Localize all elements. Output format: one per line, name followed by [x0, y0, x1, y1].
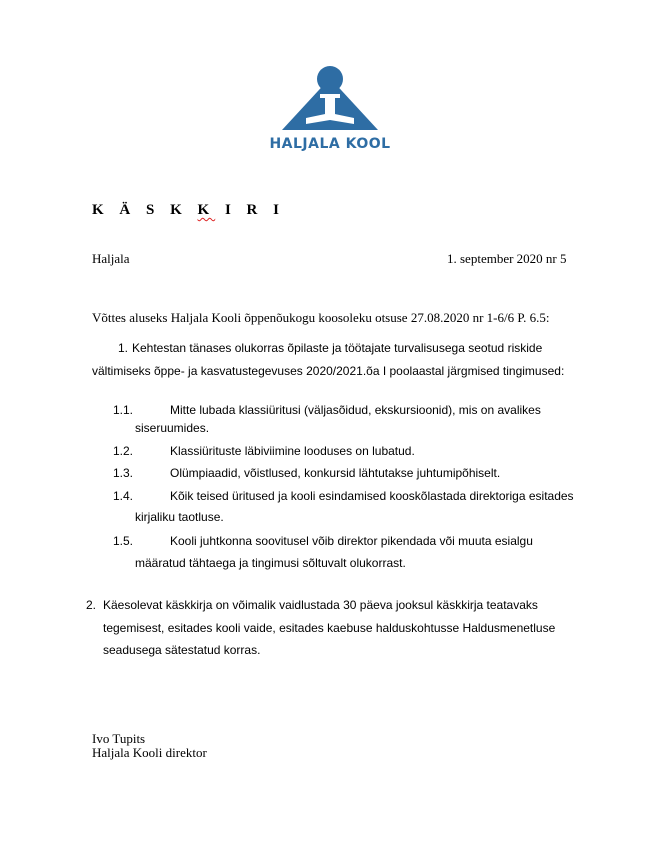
subitem-line: Mitte lubada klassiüritusi (väljasõidud, ekskursioonid), mis on avalikes	[170, 403, 541, 417]
subitem-number: 1.5.	[113, 534, 134, 548]
school-name: HALJALA KOOL	[269, 136, 391, 152]
point-1-line: Kehtestan tänases olukorras õpilaste ja töötajate turvalisusega seotud riskide	[132, 341, 543, 355]
subitem-number: 1.2.	[113, 444, 134, 458]
point-1-number: 1.	[118, 341, 129, 355]
point-1-line: vältimiseks õppe- ja kasvatustegevuses 2020/2021.õa I poolaastal järgmised tingimused:	[92, 364, 565, 378]
school-emblem-icon	[268, 64, 392, 134]
subitem-number: 1.1.	[113, 403, 134, 417]
signatory-name: Ivo Tupits	[92, 731, 146, 746]
document-date: 1. september 2020 nr 5	[447, 251, 567, 266]
point-2-line: seadusega sätestatud korras.	[103, 643, 261, 657]
subitem-line: määratud tähtaega ja tingimusi sõltuvalt olukorrast.	[135, 556, 406, 570]
place: Haljala	[92, 251, 130, 266]
point-2-line: Käesolevat käskkirja on võimalik vaidlustada 30 päeva jooksul käskkirja teatavaks	[103, 598, 538, 612]
point-2-line: tegemisest, esitades kooli vaide, esitades kaebuse halduskohtusse Haldusmenetluse	[103, 621, 556, 635]
subitem-line: Kooli juhtkonna soovitusel võib direktor pikendada või muuta esialgu	[170, 534, 533, 548]
document-title: K Ä S K K I R I	[92, 202, 285, 218]
subitem-number: 1.4.	[113, 489, 134, 503]
spellcheck-underline: K	[197, 202, 216, 218]
subitem-line: Klassiürituste läbiviimine looduses on lubatud.	[170, 444, 415, 458]
subitem-line: Olümpiaadid, võistlused, konkursid lähtutakse juhtumipõhiselt.	[170, 466, 501, 480]
point-2-number: 2.	[86, 598, 97, 612]
subitem-number: 1.3.	[113, 466, 134, 480]
subitem-line: kirjaliku taotluse.	[135, 510, 224, 524]
intro-paragraph: Võttes aluseks Haljala Kooli õppenõukogu koosoleku otsuse 27.08.2020 nr 1-6/6 P. 6.5:	[92, 310, 550, 325]
subitem-line: Kõik teised üritused ja kooli esindamised kooskõlastada direktoriga esitades	[170, 489, 574, 503]
school-logo	[268, 64, 392, 154]
signatory-role: Haljala Kooli direktor	[92, 745, 207, 760]
subitem-line: siseruumides.	[135, 421, 210, 435]
